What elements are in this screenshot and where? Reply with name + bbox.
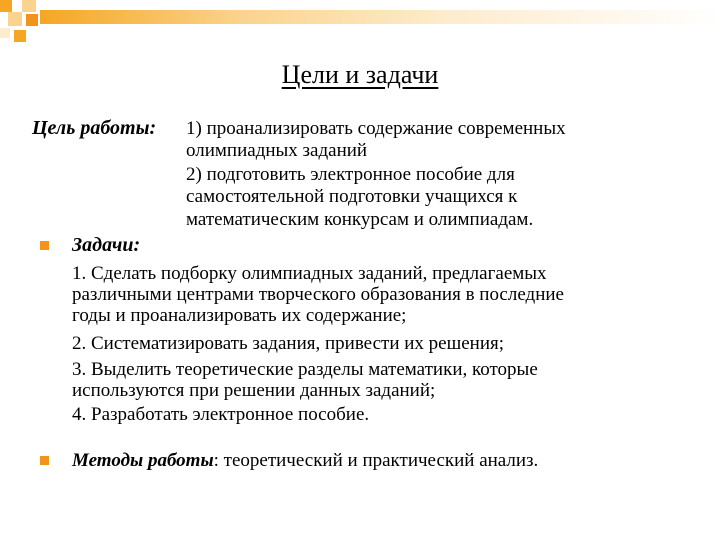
goal-line: олимпиадных заданий [186,140,368,161]
deco-square [22,0,36,12]
goal-label: Цель работы: [32,117,157,139]
goal-line: математическим конкурсам и олимпиадам. [186,209,534,230]
task-line: различными центрами творческого образования в последние [72,284,564,305]
methods-line [72,450,538,472]
deco-square [0,28,10,38]
deco-square [26,14,38,26]
methods-label: Методы работы [72,450,214,471]
task-line: используются при решении данных заданий; [72,380,436,401]
bullet-square-icon [40,241,49,250]
slide-title: Цели и задачи [281,60,439,89]
task-line: 1. Сделать подборку олимпиадных заданий, предлагаемых [72,263,547,284]
goal-line: 2) подготовить электронное пособие для [186,164,515,185]
tasks-label: Задачи: [72,234,141,256]
methods-text: : теоретический и практический анализ. [213,450,539,471]
header-decoration [0,0,720,50]
task-line: 3. Выделить теоретические разделы математики, которые [72,359,538,380]
task-line: 4. Разработать электронное пособие. [72,404,370,425]
task-line: годы и проанализировать их содержание; [72,305,407,326]
header-band [40,10,720,24]
goal-line: самостоятельной подготовки учащихся к [186,186,518,207]
deco-square [14,30,26,42]
deco-square [8,12,22,26]
task-line: 2. Систематизировать задания, привести их решения; [72,333,505,354]
goal-line: 1) проанализировать содержание современных [186,118,566,139]
deco-square [0,0,12,12]
bullet-square-icon [40,456,49,465]
